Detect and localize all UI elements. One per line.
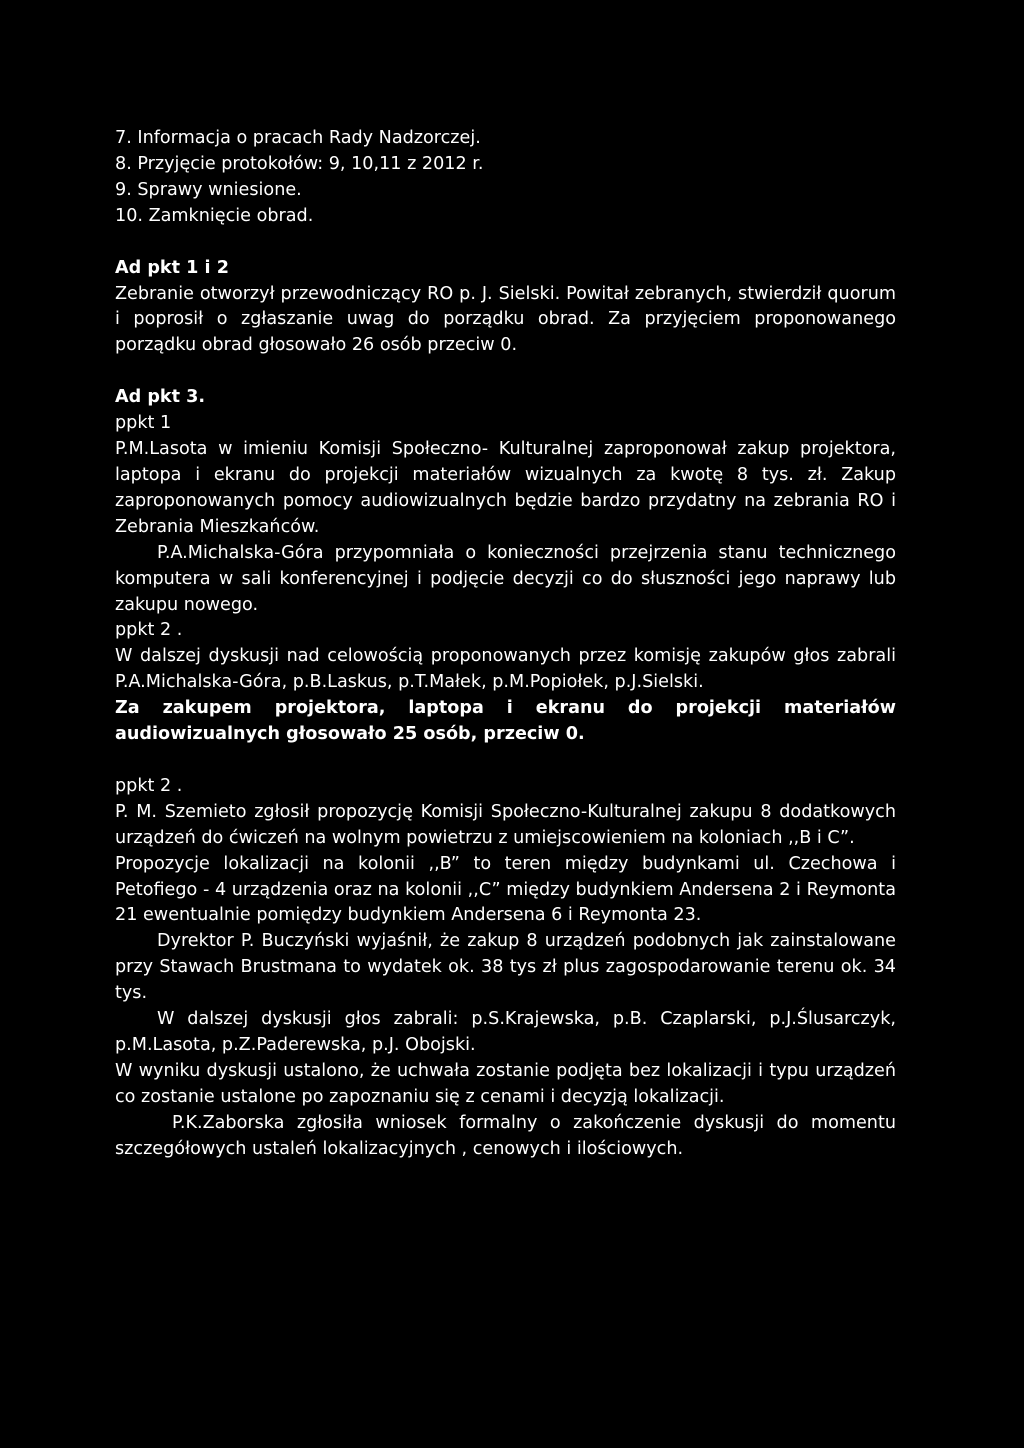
agenda-item-7: 7. Informacja o pracach Rady Nadzorczej. <box>115 128 481 148</box>
agenda-item-10: 10. Zamknięcie obrad. <box>115 205 314 226</box>
document-page <box>115 126 896 1163</box>
szemieto-paragraph: P. M. Szemieto zgłosił propozycję Komisji Społeczno-Kulturalnej zakupu 8 dodatkowych urządzeń do ćwiczeń na wolnym powietrzu z umiejscowieniem na koloniach ,,B i C”. <box>115 801 896 848</box>
vote-result: Za zakupem projektora, laptopa i ekranu do projekcji materiałów audiowizualnych głosowało 25 osób, przeciw 0. <box>115 698 896 745</box>
michalska-paragraph: P.A.Michalska-Góra przypomniała o konieczności przejrzenia stanu technicznego komputera w sali konferencyjnej i podjęcie decyzji co do słuszności jego naprawy lub zakupu nowego. <box>115 542 896 615</box>
director-paragraph: Dyrektor P. Buczyński wyjaśnił, że zakup 8 urządzeń podobnych jak zainstalowane przy Stawach Brustmana to wydatek ok. 38 tys zł plus zagospodarowanie terenu ok. 34 tys. <box>115 931 896 1004</box>
opening-paragraph: Zebranie otworzył przewodniczący RO p. J. Sielski. Powitał zebranych, stwierdził quorum i poprosił o zgłaszanie uwag do porządku obrad. Za przyjęciem proponowanego porządku obrad głosowało 26 osób przeciw 0. <box>115 283 896 356</box>
locations-paragraph: Propozycje lokalizacji na kolonii ,,B” to teren między budynkami ul. Czechowa i Petofiego - 4 urządzenia oraz na kolonii ,,C” między budynkiem Andersena 2 i Reymonta 21 ewentualnie pomiędzy budynkiem Andersena 6 i Reymonta 23. <box>115 853 896 926</box>
subpoint-label-2b: ppkt 2 . <box>115 775 183 796</box>
agenda-item-9: 9. Sprawy wniesione. <box>115 179 302 200</box>
further-discussion-paragraph: W dalszej dyskusji głos zabrali: p.S.Krajewska, p.B. Czaplarski, p.J.Ślusarczyk, p.M.Lasota, p.Z.Paderewska, p.J. Obojski. <box>115 1009 896 1055</box>
agenda-item-8: 8. Przyjęcie protokołów: 9, 10,11 z 2012 r. <box>115 153 484 174</box>
section-heading-3: Ad pkt 3. <box>115 387 206 408</box>
subpoint-label-1: ppkt 1 <box>115 413 172 434</box>
subpoint-label-2: ppkt 2 . <box>115 620 183 641</box>
section-heading-1-2: Ad pkt 1 i 2 <box>115 257 229 278</box>
discussion-paragraph: W dalszej dyskusji nad celowością proponowanych przez komisję zakupów głos zabrali P.A.Michalska-Góra, p.B.Laskus, p.T.Małek, p.M.Popiołek, p.J.Sielski. <box>115 646 896 693</box>
zaborska-paragraph: P.K.Zaborska zgłosiła wniosek formalny o zakończenie dyskusji do momentu szczegółowych ustaleń lokalizacyjnych , cenowych i ilościowych. <box>115 1112 896 1159</box>
lasota-paragraph: P.M.Lasota w imieniu Komisji Społeczno- Kulturalnej zaproponował zakup projektora, laptopa i ekranu do projekcji materiałów wizualnych za kwotę 8 tys. zł. Zakup zaproponowanych pomocy audiowizualnych będzie bardzo przydatny na zebrania RO i Zebrania Mieszkańców. <box>115 439 896 537</box>
outcome-paragraph: W wyniku dyskusji ustalono, że uchwała zostanie podjęta bez lokalizacji i typu urządzeń co zostanie ustalone po zapoznaniu się z cenami i decyzją lokalizacji. <box>115 1060 896 1107</box>
